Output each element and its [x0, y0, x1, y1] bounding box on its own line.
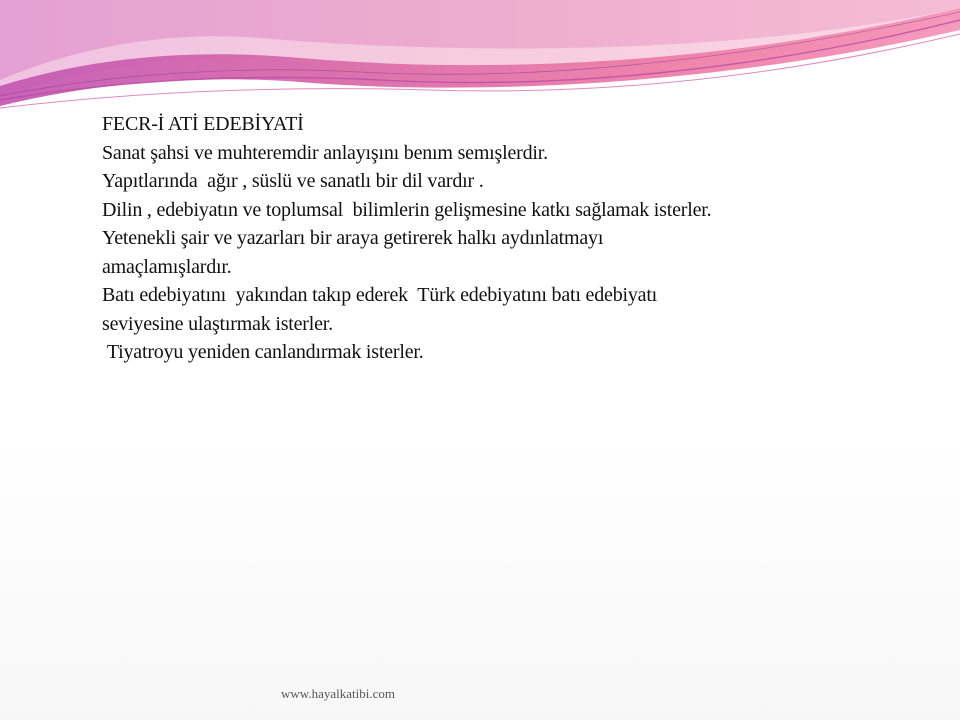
body-line: amaçlamışlardır.	[102, 255, 232, 278]
slide-body-text	[102, 110, 922, 367]
body-line: Sanat şahsi ve muhteremdir anlayışını benım semışlerdir.	[102, 141, 548, 164]
body-line: Batı edebiyatını yakından takıp ederek Türk edebiyatını batı edebiyatı	[102, 284, 658, 306]
body-line: Tiyatroyu yeniden canlandırmak isterler.	[102, 341, 424, 363]
body-line: seviyesine ulaştırmak isterler.	[102, 312, 333, 335]
footer-url: www.hayalkatibi.com	[281, 686, 395, 701]
body-line: Yetenekli şair ve yazarları bir araya getirerek halkı aydınlatmayı	[102, 227, 604, 249]
slide-title-line: FECR-İ ATİ EDEBİYATİ	[102, 113, 304, 135]
body-line: Yapıtlarında ağır , süslü ve sanatlı bir dil vardır .	[102, 170, 484, 192]
body-line: Dilin , edebiyatın ve toplumsal bilimlerin gelişmesine katkı sağlamak isterler.	[102, 198, 712, 221]
